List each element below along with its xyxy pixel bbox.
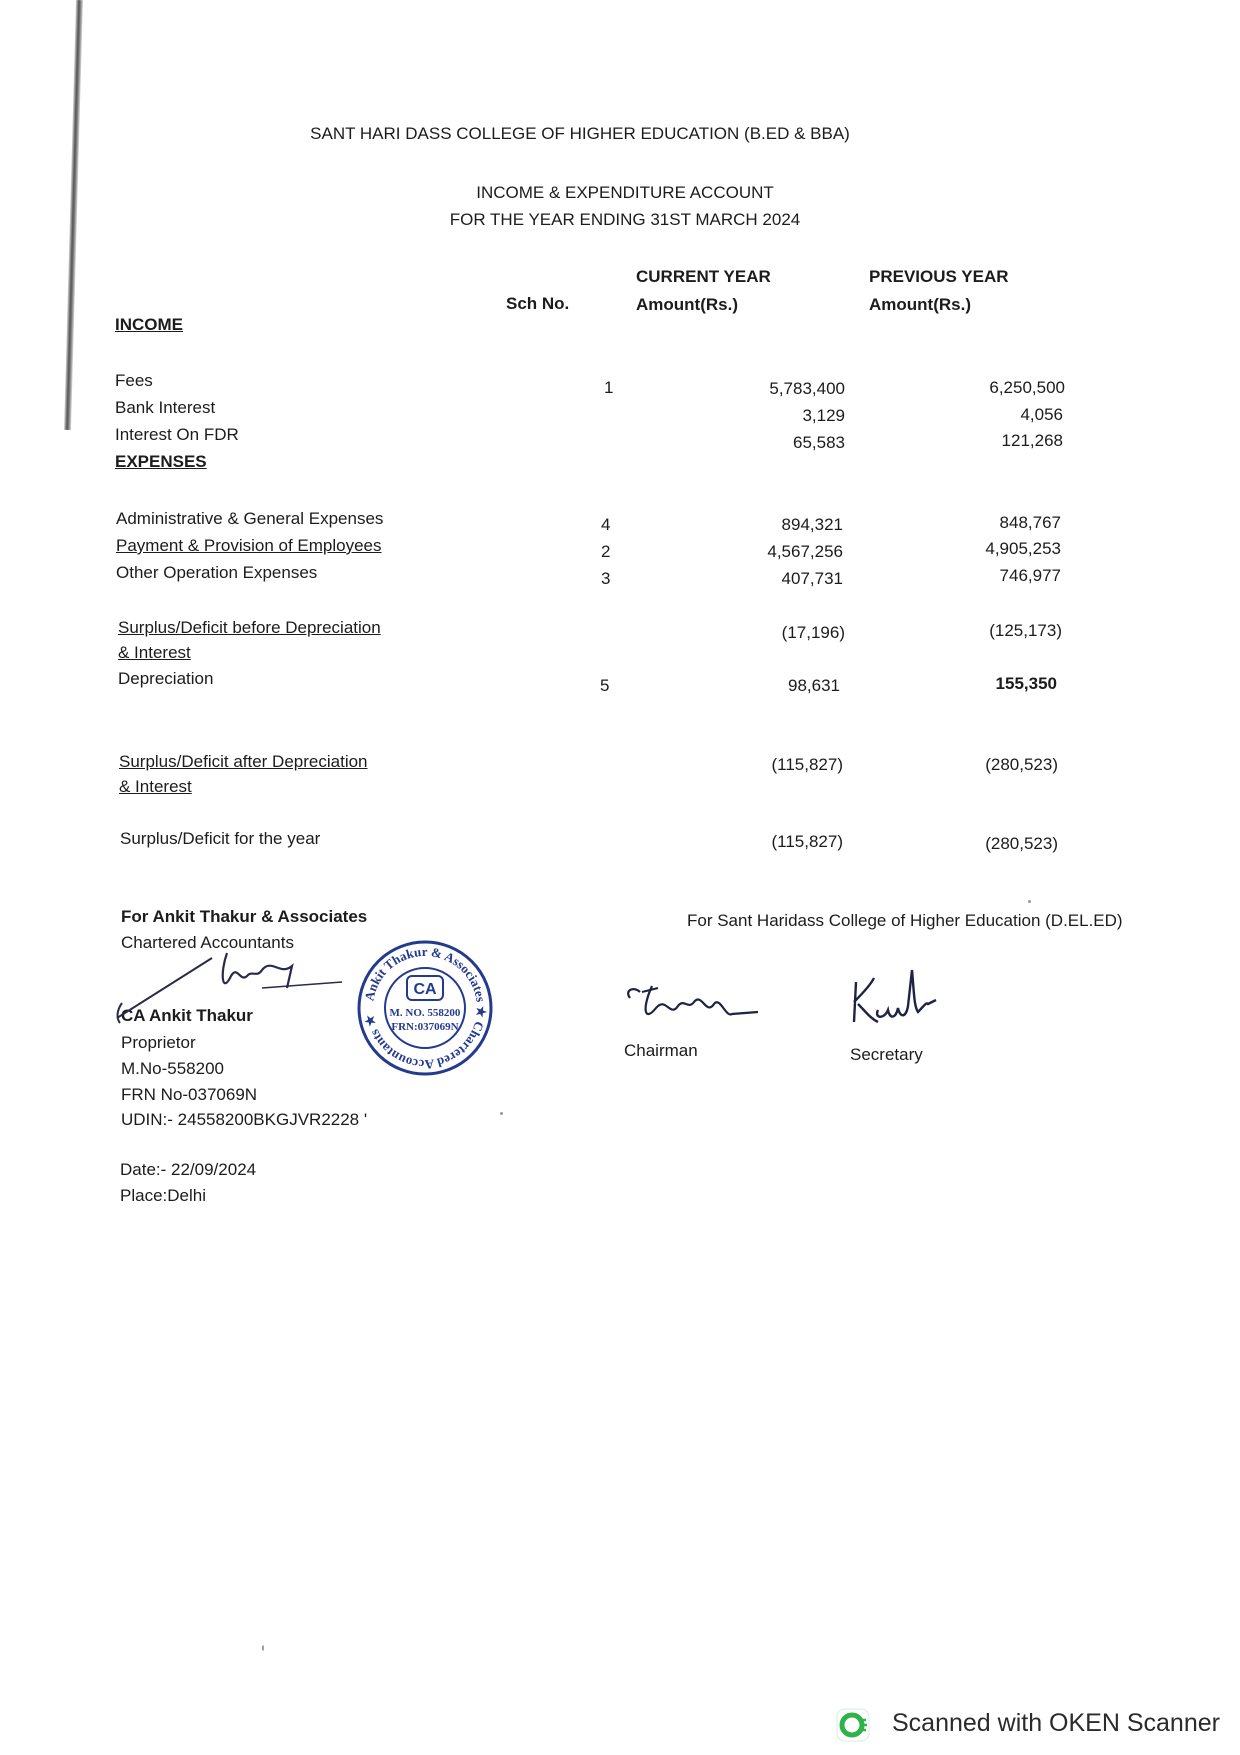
secretary-signature xyxy=(848,962,938,1034)
income-heading: INCOME xyxy=(115,315,183,334)
row-label-other-operation: Other Operation Expenses xyxy=(116,563,318,582)
col-current-header: CURRENT YEAR xyxy=(636,267,771,286)
row-label-interest-fdr: Interest On FDR xyxy=(115,425,239,444)
surplus-after-previous: (280,523) xyxy=(985,755,1058,774)
row-sch-other-operation: 3 xyxy=(601,569,611,588)
svg-text:CA: CA xyxy=(413,981,437,998)
row-sch-admin: 4 xyxy=(601,515,611,534)
statement-title: INCOME & EXPENDITURE ACCOUNT xyxy=(476,183,774,202)
surplus-after-current: (115,827) xyxy=(771,755,843,774)
scan-speck xyxy=(1028,900,1031,903)
depreciation-previous: 155,350 xyxy=(995,674,1057,693)
svg-text:FRN:037069N: FRN:037069N xyxy=(391,1021,459,1033)
auditor-name: CA Ankit Thakur xyxy=(121,1006,253,1025)
row-previous-admin: 848,767 xyxy=(999,513,1061,532)
chairman-signature xyxy=(622,978,762,1036)
surplus-after-label-2: & Interest xyxy=(119,777,192,796)
scanner-watermark-text: Scanned with OKEN Scanner xyxy=(892,1709,1220,1737)
row-label-admin: Administrative & General Expenses xyxy=(116,509,384,528)
scan-speck xyxy=(262,1645,264,1651)
row-current-fees: 5,783,400 xyxy=(769,379,845,398)
auditor-title: Proprietor xyxy=(121,1033,196,1052)
surplus-before-label: Surplus/Deficit before Depreciation xyxy=(118,618,381,637)
depreciation-current: 98,631 xyxy=(788,676,840,695)
surplus-year-previous: (280,523) xyxy=(985,834,1058,853)
col-current-sub: Amount(Rs.) xyxy=(636,295,738,314)
auditor-place: Place:Delhi xyxy=(120,1186,206,1205)
row-sch-employees: 2 xyxy=(601,542,611,561)
chairman-label: Chairman xyxy=(624,1041,698,1060)
scan-edge-line xyxy=(64,0,83,430)
row-previous-bank-interest: 4,056 xyxy=(1020,405,1063,424)
col-sch-header: Sch No. xyxy=(506,294,570,313)
svg-text:Ankit Thakur & Associates ★ Ch: Ankit Thakur & Associates ★ Chartered Accountants ★ xyxy=(361,943,490,1073)
auditor-date: Date:- 22/09/2024 xyxy=(120,1160,257,1179)
row-previous-employees: 4,905,253 xyxy=(985,539,1061,558)
college-name: SANT HARI DASS COLLEGE OF HIGHER EDUCATION (B.ED & BBA) xyxy=(310,124,850,143)
row-current-interest-fdr: 65,583 xyxy=(793,433,845,452)
secretary-label: Secretary xyxy=(850,1045,923,1064)
auditor-role: Chartered Accountants xyxy=(121,933,294,952)
auditor-mno: M.No-558200 xyxy=(121,1059,225,1078)
col-previous-sub: Amount(Rs.) xyxy=(869,295,971,314)
svg-text:M. NO. 558200: M. NO. 558200 xyxy=(389,1007,461,1019)
surplus-before-label-2: & Interest xyxy=(118,643,191,662)
row-current-other-operation: 407,731 xyxy=(781,569,843,588)
row-current-admin: 894,321 xyxy=(781,515,843,534)
auditor-stamp xyxy=(355,938,495,1078)
row-previous-other-operation: 746,977 xyxy=(999,566,1061,585)
row-current-employees: 4,567,256 xyxy=(767,542,843,561)
oken-scanner-logo-icon xyxy=(836,1708,870,1742)
depreciation-sch: 5 xyxy=(600,676,610,695)
scan-speck xyxy=(500,1112,503,1115)
auditor-firm: For Ankit Thakur & Associates xyxy=(121,907,368,926)
surplus-before-current: (17,196) xyxy=(781,623,845,642)
col-previous-header: PREVIOUS YEAR xyxy=(869,267,1009,286)
surplus-year-current: (115,827) xyxy=(771,832,843,851)
surplus-before-previous: (125,173) xyxy=(989,621,1062,640)
row-previous-interest-fdr: 121,268 xyxy=(1001,431,1063,450)
surplus-after-label: Surplus/Deficit after Depreciation xyxy=(119,752,368,771)
row-sch-fees: 1 xyxy=(604,378,614,397)
row-label-employees: Payment & Provision of Employees xyxy=(116,536,382,555)
row-current-bank-interest: 3,129 xyxy=(802,406,845,425)
depreciation-label: Depreciation xyxy=(118,669,214,688)
surplus-year-label: Surplus/Deficit for the year xyxy=(120,829,321,848)
row-label-fees: Fees xyxy=(115,371,153,390)
auditor-udin: UDIN:- 24558200BKGJVR2228 ' xyxy=(121,1110,368,1129)
auditor-signature xyxy=(112,948,352,1028)
row-previous-fees: 6,250,500 xyxy=(989,378,1065,397)
college-for-text: For Sant Haridass College of Higher Education (D.EL.ED) xyxy=(687,911,1123,930)
row-label-bank-interest: Bank Interest xyxy=(115,398,216,417)
expenses-heading: EXPENSES xyxy=(115,452,207,471)
statement-period: FOR THE YEAR ENDING 31ST MARCH 2024 xyxy=(449,210,801,229)
auditor-frn: FRN No-037069N xyxy=(121,1085,258,1104)
